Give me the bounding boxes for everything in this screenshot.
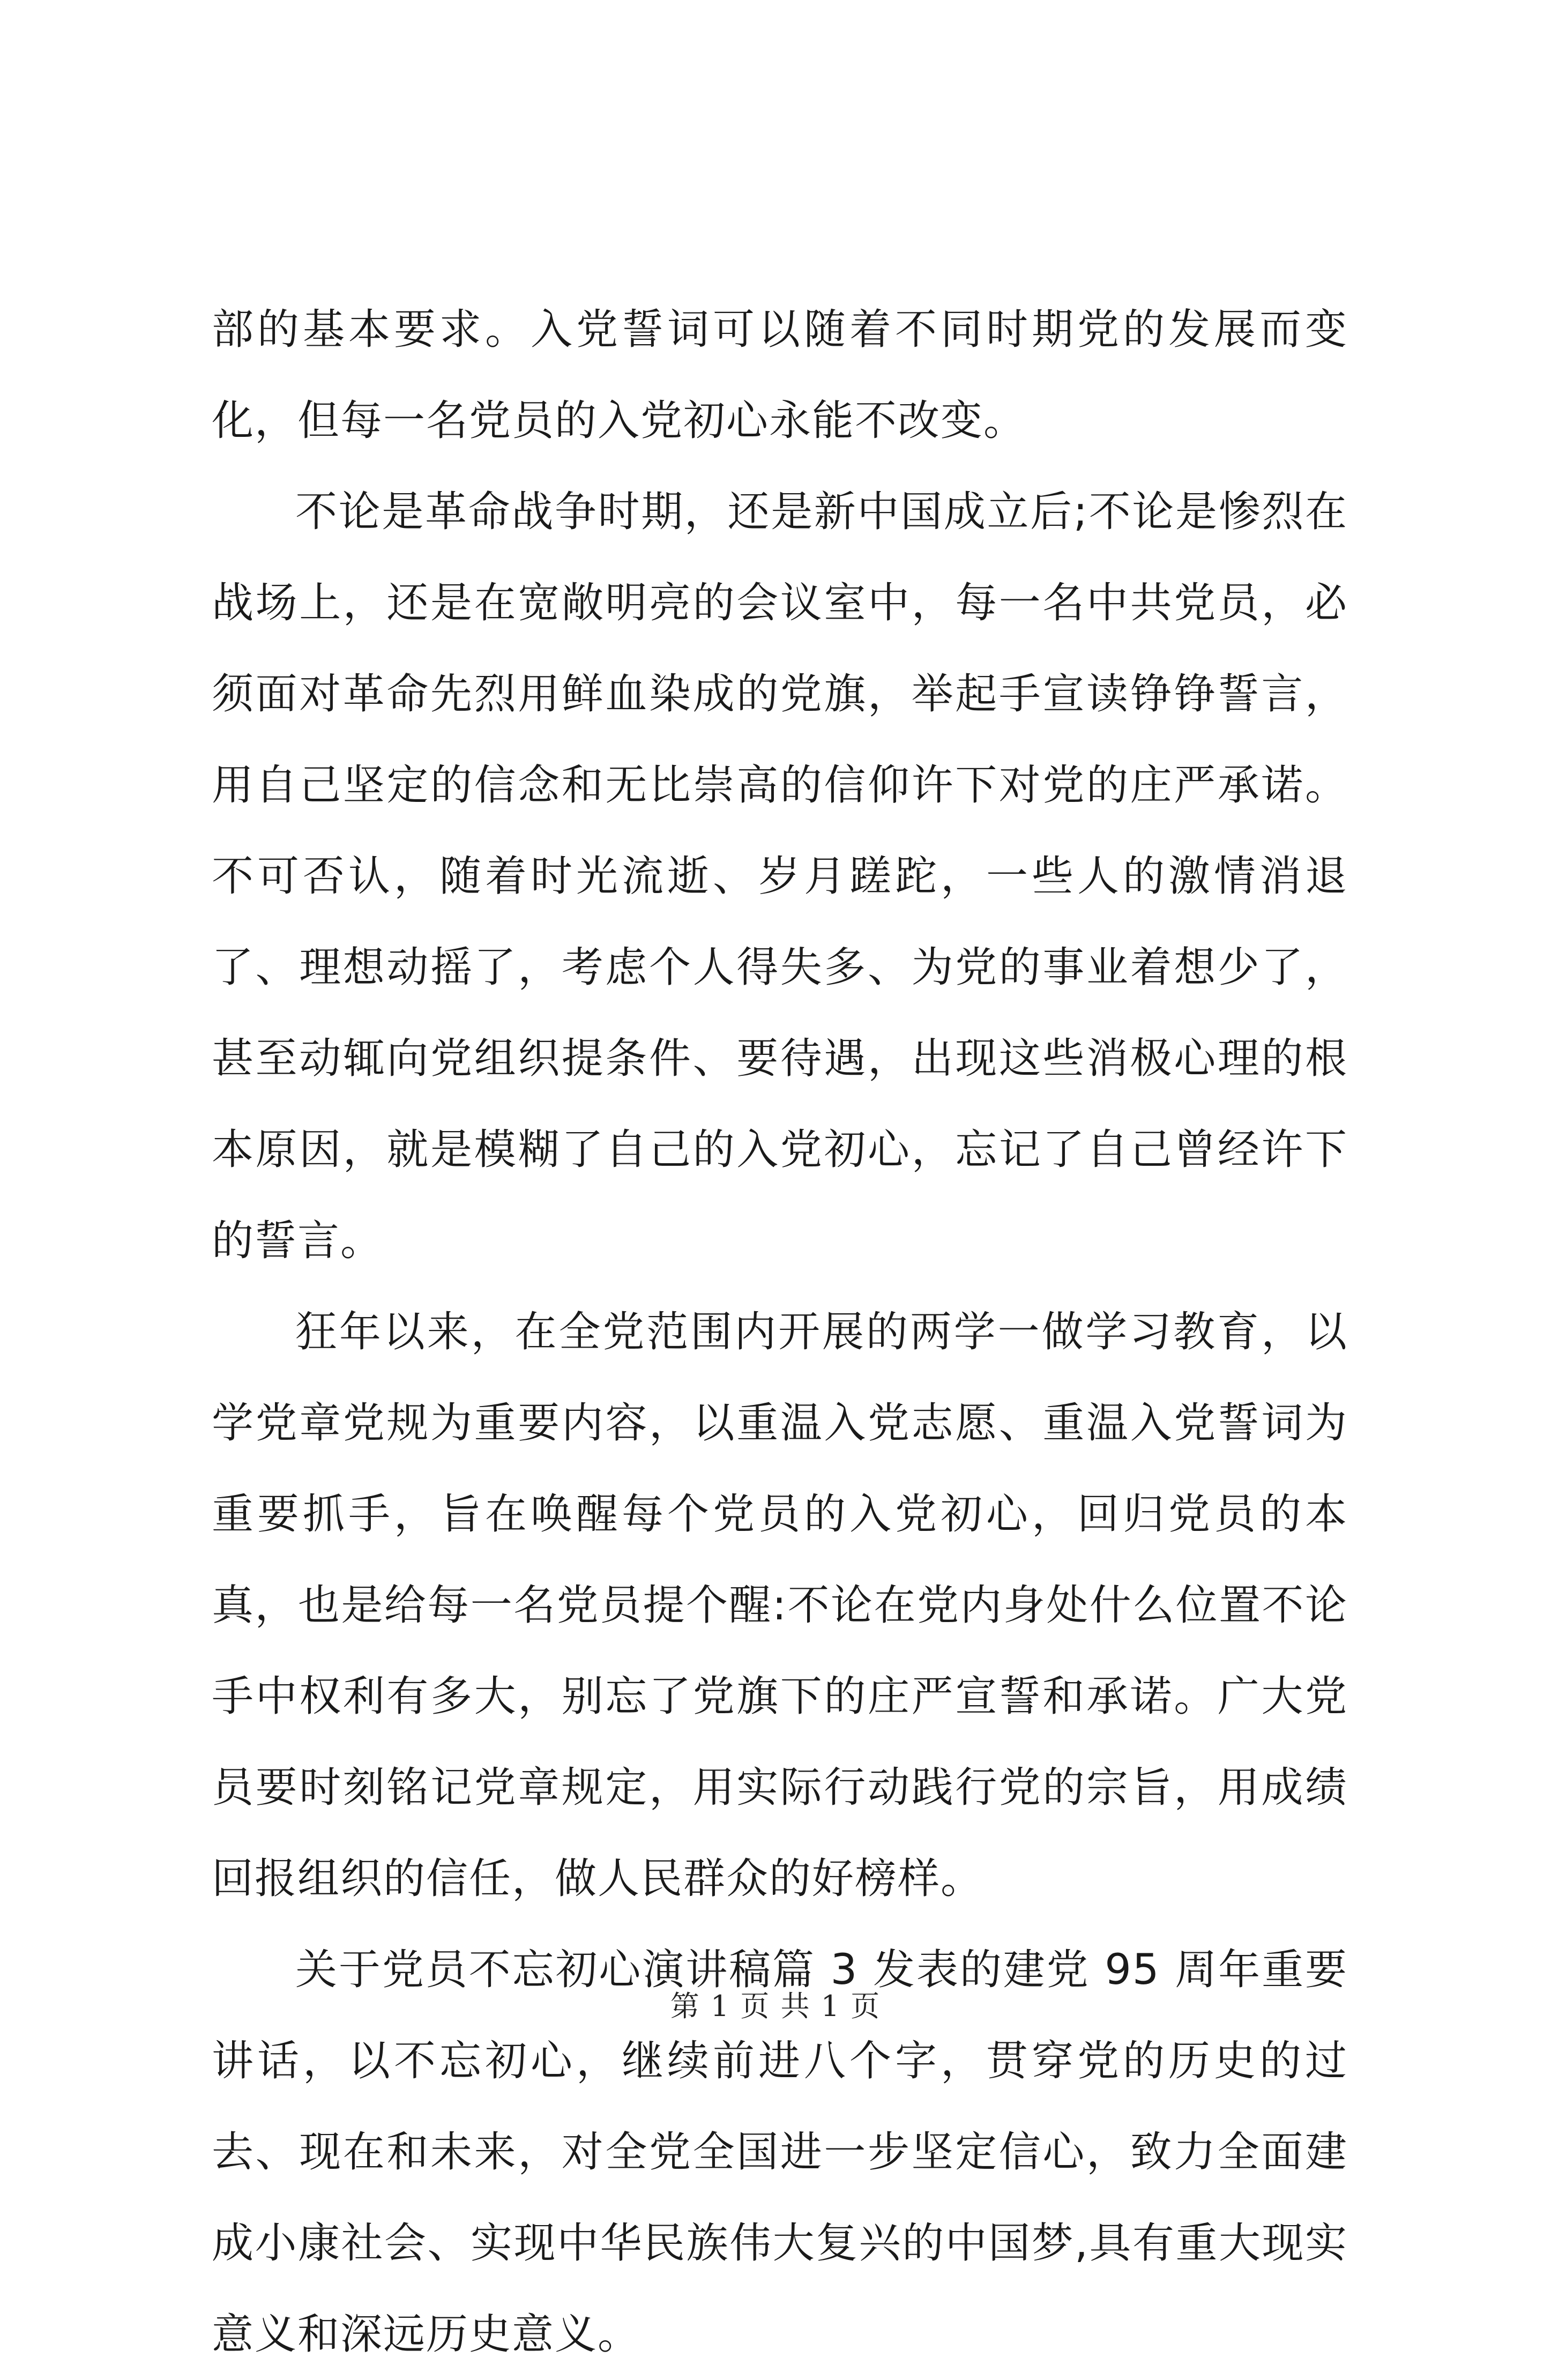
- paragraph-2: 不论是革命战争时期，还是新中国成立后;不论是惨烈在战场上，还是在宽敞明亮的会议室中，每一名中共党员，必须面对革命先烈用鲜血染成的党旗，举起手宣读铮铮誓言，用自己坚定的信念和无比崇高的信仰许下对党的庄严承诺。不可否认，随着时光流逝、岁月蹉跎，一些人的激情消退了、理想动摇了，考虑个人得失多、为党的事业着想少了，甚至动辄向党组织提条件、要待遇，出现这些消极心理的根本原因，就是模糊了自己的入党初心，忘记了自己曾经许下的誓言。: [212, 488, 1348, 1265]
- paragraph-3: 狂年以来，在全党范围内开展的两学一做学习教育，以学党章党规为重要内容，以重温入党志愿、重温入党誓词为重要抓手，旨在唤醒每个党员的入党初心，回归党员的本真，也是给每一名党员提个醒:不论在党内身处什么位置不论手中权利有多大，别忘了党旗下的庄严宣誓和承诺。广大党员要时刻铭记党章规定，用实际行动践行党的宗旨，用成绩回报组织的信任，做人民群众的好榜样。: [212, 1308, 1348, 1903]
- paragraph-1: 部的基本要求。入党誓词可以随着不同时期党的发展而变化，但每一名党员的入党初心永能不改变。: [212, 306, 1348, 445]
- paragraph-4: 关于党员不忘初心演讲稿篇 3 发表的建党 95 周年重要讲话，以不忘初心，继续前进八个字，贯穿党的历史的过去、现在和未来，对全党全国进一步坚定信心，致力全面建成小康社会、实现中华民族伟大复兴的中国梦,具有重大现实意义和深远历史意义。: [212, 1946, 1348, 2359]
- page-number-footer: 第 1 页 共 1 页: [670, 1989, 881, 2023]
- document-body: [212, 284, 1348, 2380]
